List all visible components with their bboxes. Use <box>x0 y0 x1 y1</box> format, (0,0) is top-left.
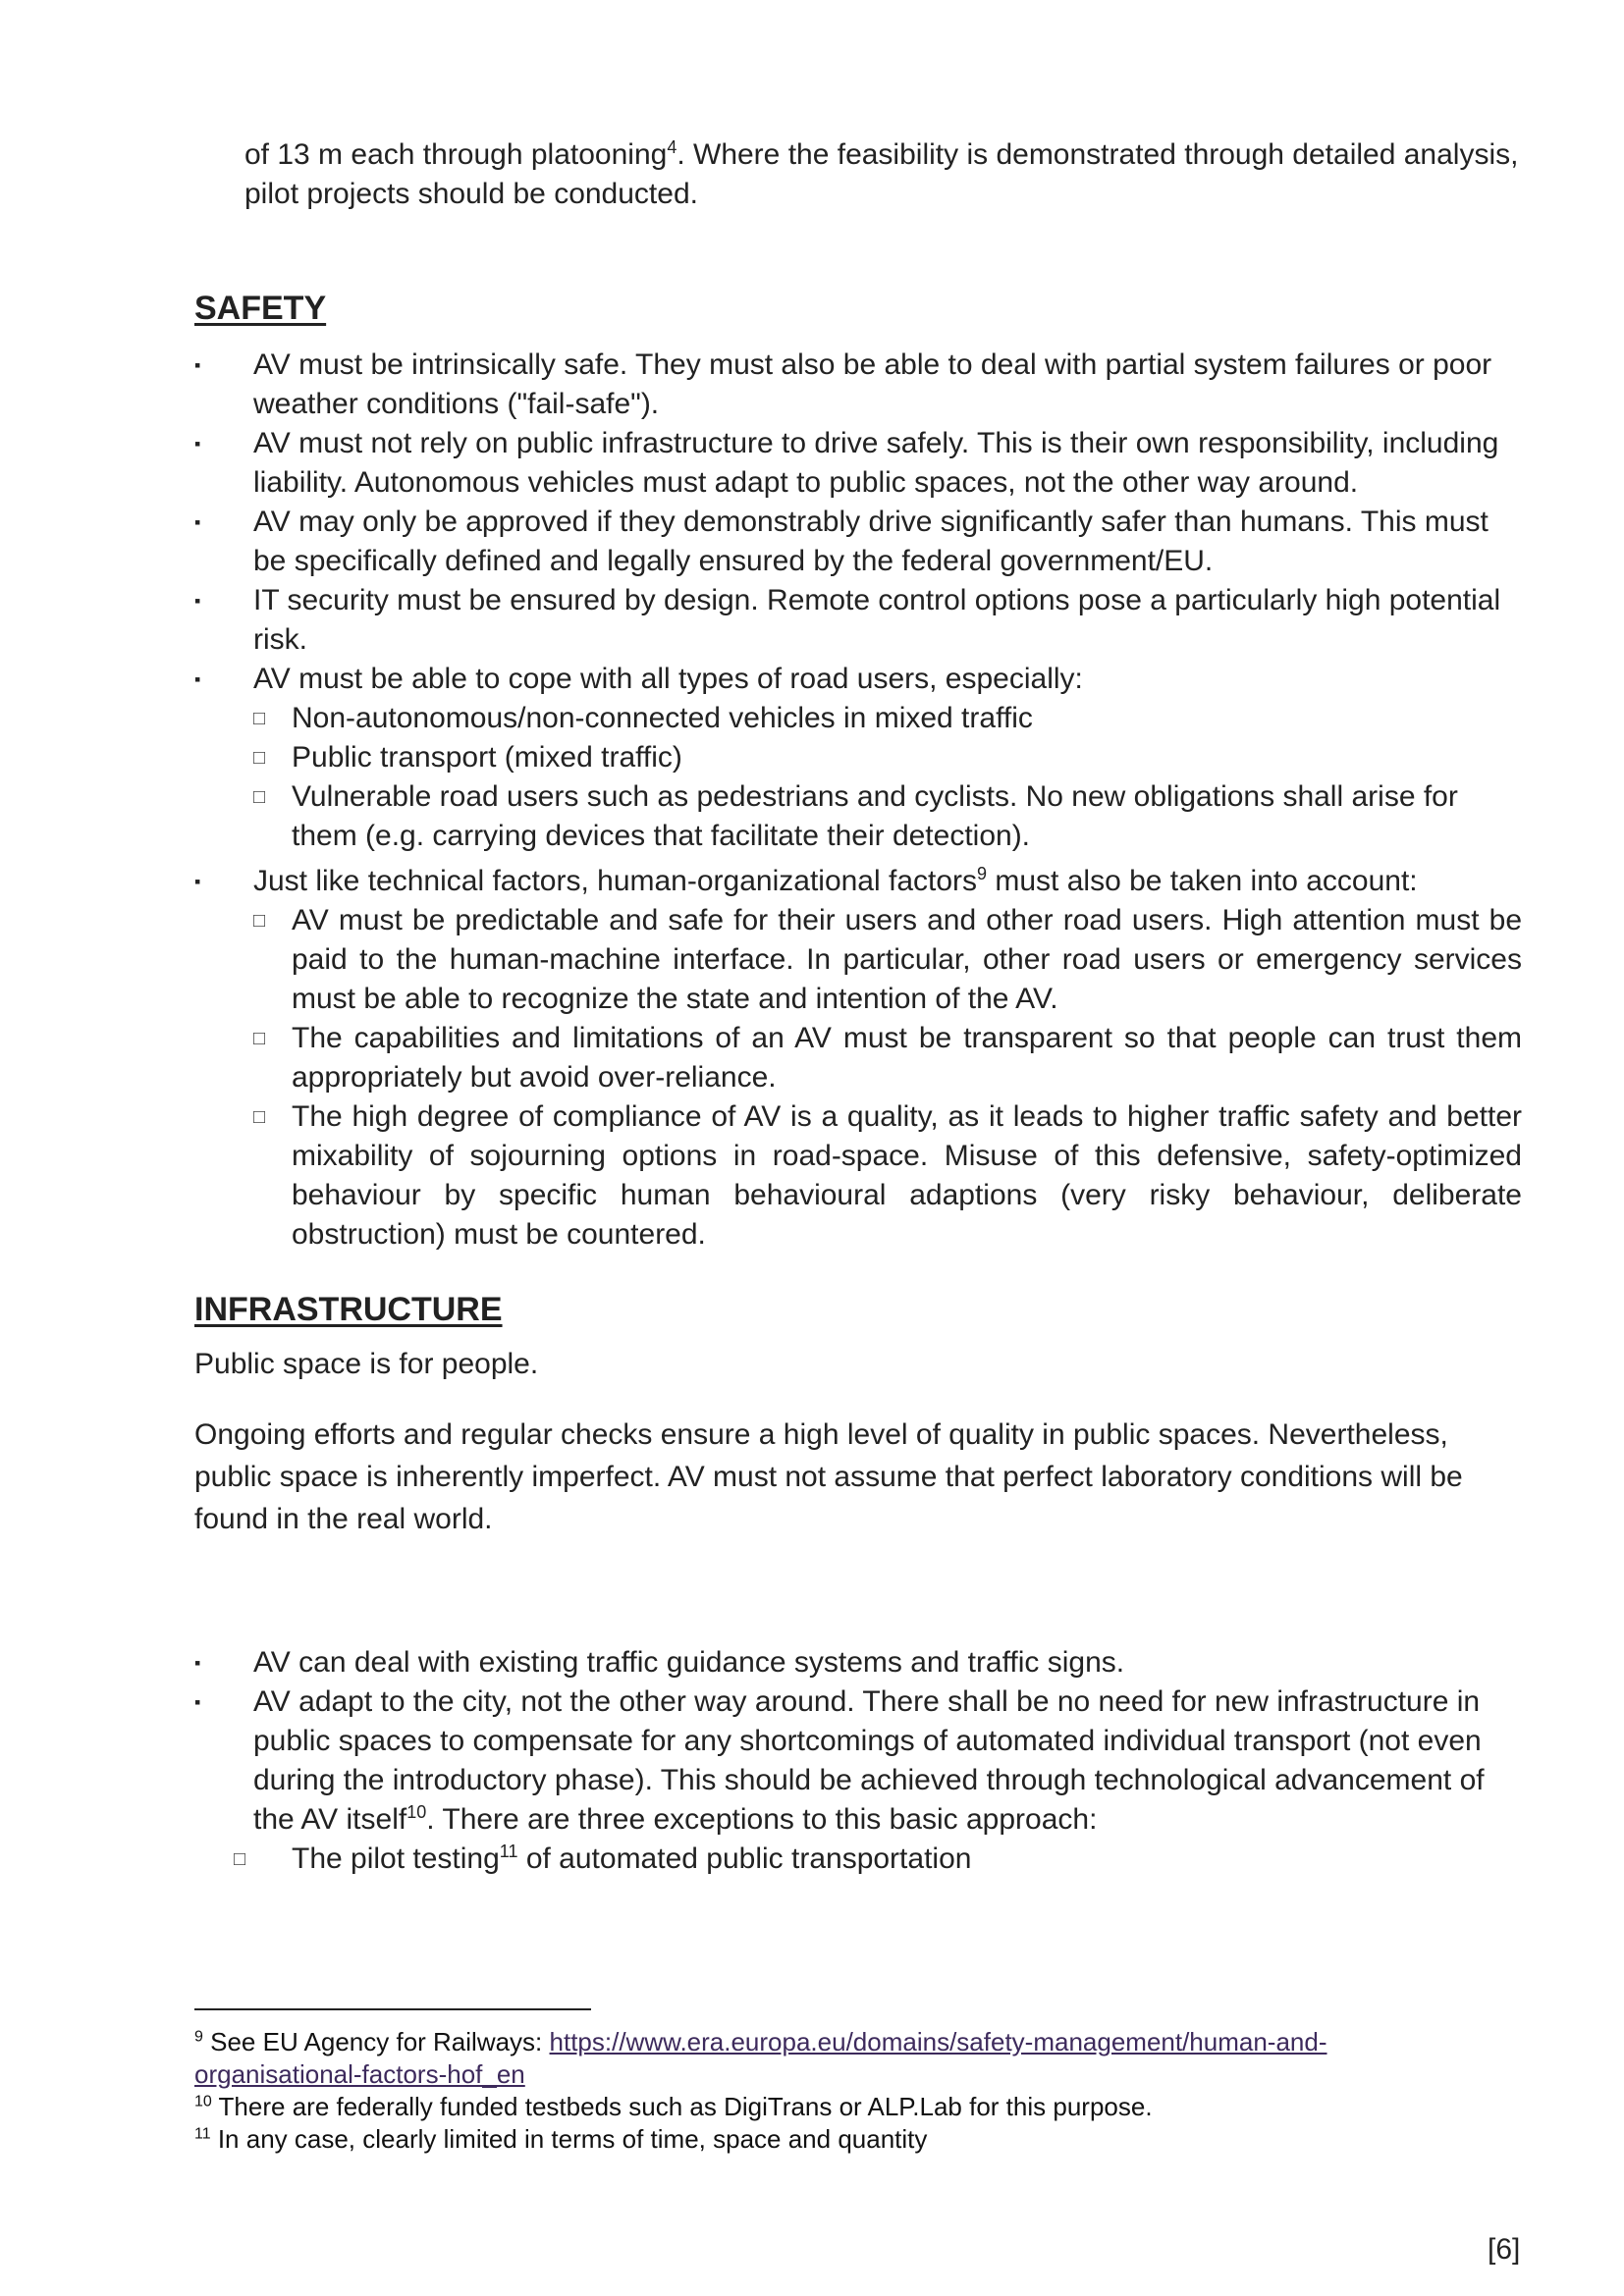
list-item <box>194 346 1522 424</box>
sub-list-item <box>194 1019 1522 1097</box>
page-number: [6] <box>1488 2233 1521 2266</box>
adapt-text-before: AV adapt to the city, not the other way around. There shall be no need for new infrastructure in public spaces to compensate for any shortcomings of automated individual transport (not even during the introductory phase). This should be achieved through technological advancement of the AV itself <box>253 1685 1485 1836</box>
list-item-text <box>253 865 1418 897</box>
footnote-link[interactable]: https://www.era.europa.eu/domains/safety-management/human-and-organisational-factors-hof_en <box>194 2027 1327 2089</box>
square-bullet-icon: ▪ <box>194 669 201 689</box>
list-item-text: AV can deal with existing traffic guidance systems and traffic signs. <box>253 1646 1125 1679</box>
intro-paragraph <box>244 135 1521 214</box>
list-item-text: AV must be intrinsically safe. They must also be able to deal with partial system failures or poor weather conditions ("fail-safe"). <box>253 348 1492 420</box>
adapt-text-after: . There are three exceptions to this basic approach: <box>426 1803 1098 1836</box>
list-item-text: AV must not rely on public infrastructure to drive safely. This is their own responsibility, including liability. Autonomous vehicles must adapt to public spaces, not the other way around. <box>253 427 1499 499</box>
sub-list-item <box>194 738 1522 777</box>
footnote-text: There are federally funded testbeds such as DigiTrans or ALP.Lab for this purpose. <box>211 2092 1153 2121</box>
sub-list-item <box>194 901 1522 1019</box>
footnotes <box>194 2026 1471 2156</box>
footnote-number: 11 <box>194 2125 211 2143</box>
square-bullet-icon: ▪ <box>194 355 201 375</box>
footnote-separator <box>194 2008 591 2010</box>
list-item <box>194 1682 1522 1840</box>
list-item <box>194 1643 1522 1682</box>
list-item <box>194 581 1522 660</box>
road-users-sublist <box>194 699 1522 856</box>
sub-list-item-text: The high degree of compliance of AV is a quality, as it leads to higher traffic safety and better mixability of sojourning options in road-space. Misuse of this defensive, safety-optimized behaviour by specific human behavioural adaptions (very risky behaviour, deliberate obstruction) must be countered. <box>292 1100 1522 1251</box>
sub-list-item <box>194 1097 1522 1255</box>
safety-list <box>194 346 1522 1255</box>
list-item <box>194 862 1522 901</box>
sub-list-item-text: The capabilities and limitations of an AV must be transparent so that people can trust them appropriately but avoid over-reliance. <box>292 1022 1522 1094</box>
list-item <box>194 503 1522 581</box>
sub-list-item <box>194 699 1522 738</box>
human-factors-text-after: must also be taken into account: <box>987 865 1418 897</box>
square-bullet-icon: ▪ <box>194 591 201 611</box>
human-factors-text-before: Just like technical factors, human-organizational factors <box>253 865 978 897</box>
square-bullet-icon: ▪ <box>194 434 201 454</box>
footnote-9 <box>194 2026 1471 2091</box>
road-users-sublist-holder <box>194 699 1522 862</box>
footnote-10 <box>194 2091 1471 2123</box>
human-factors-sublist-holder <box>194 901 1522 1255</box>
human-factors-sublist <box>194 901 1522 1255</box>
sub-list-item-text: Non-autonomous/non-connected vehicles in mixed traffic <box>292 702 1033 734</box>
infrastructure-list <box>194 1643 1522 1879</box>
sub-list-item-text: Vulnerable road users such as pedestrians and cyclists. No new obligations shall arise for them (e.g. carrying devices that facilitate their detection). <box>292 780 1458 852</box>
list-item-text: AV must be able to cope with all types of road users, especially: <box>253 663 1083 695</box>
safety-heading: SAFETY <box>194 290 327 327</box>
hollow-square-bullet-icon: □ <box>234 1848 246 1870</box>
intro-text-after: . Where the feasibility is demonstrated through detailed analysis, pilot projects should be conducted. <box>244 138 1519 210</box>
exception-text-after: of automated public transportation <box>517 1842 972 1875</box>
footnote-ref-10[interactable]: 10 <box>406 1802 427 1822</box>
hollow-square-bullet-icon: □ <box>253 747 266 769</box>
footnote-ref-4[interactable]: 4 <box>667 137 677 157</box>
list-item <box>194 660 1522 699</box>
intro-text-before: of 13 m each through platooning <box>244 138 668 171</box>
footnote-text: See EU Agency for Railways: <box>202 2027 550 2056</box>
hollow-square-bullet-icon: □ <box>253 786 266 808</box>
exceptions-sublist <box>194 1840 1522 1879</box>
list-item-text <box>253 1685 1485 1836</box>
exception-text-before: The pilot testing <box>292 1842 500 1875</box>
sub-list-item <box>194 777 1522 856</box>
footnote-11 <box>194 2123 1471 2156</box>
sub-list-item <box>194 1840 1522 1879</box>
square-bullet-icon: ▪ <box>194 872 201 891</box>
square-bullet-icon: ▪ <box>194 1692 201 1712</box>
hollow-square-bullet-icon: □ <box>253 708 266 729</box>
exceptions-sublist-holder <box>194 1840 1522 1879</box>
list-item-text: IT security must be ensured by design. Remote control options pose a particularly high potential risk. <box>253 584 1501 656</box>
list-item-text: AV may only be approved if they demonstrably drive significantly safer than humans. This must be specifically defined and legally ensured by the federal government/EU. <box>253 506 1489 577</box>
footnote-number: 10 <box>194 2093 212 2110</box>
sub-list-item-text: AV must be predictable and safe for their users and other road users. High attention must be paid to the human-machine interface. In particular, other road users or emergency services must be able to recognize the state and intention of the AV. <box>292 904 1522 1015</box>
list-item <box>194 424 1522 503</box>
sub-list-item-text <box>292 1842 971 1875</box>
infrastructure-paragraph: Ongoing efforts and regular checks ensure a high level of quality in public spaces. Nevertheless, public space is inherently imperfect. AV must not assume that perfect laboratory conditions will be found in the real world. <box>194 1418 1463 1535</box>
hollow-square-bullet-icon: □ <box>253 1028 266 1049</box>
footnote-ref-9[interactable]: 9 <box>977 864 988 883</box>
footnote-text: In any case, clearly limited in terms of time, space and quantity <box>210 2124 928 2154</box>
footnote-ref-11[interactable]: 11 <box>499 1842 518 1861</box>
infrastructure-intro: Public space is for people. <box>194 1348 539 1380</box>
infrastructure-heading: INFRASTRUCTURE <box>194 1291 503 1328</box>
hollow-square-bullet-icon: □ <box>253 910 266 932</box>
sub-list-item-text: Public transport (mixed traffic) <box>292 741 682 774</box>
hollow-square-bullet-icon: □ <box>253 1106 266 1128</box>
footnote-number: 9 <box>194 2028 203 2046</box>
square-bullet-icon: ▪ <box>194 512 201 532</box>
square-bullet-icon: ▪ <box>194 1653 201 1673</box>
